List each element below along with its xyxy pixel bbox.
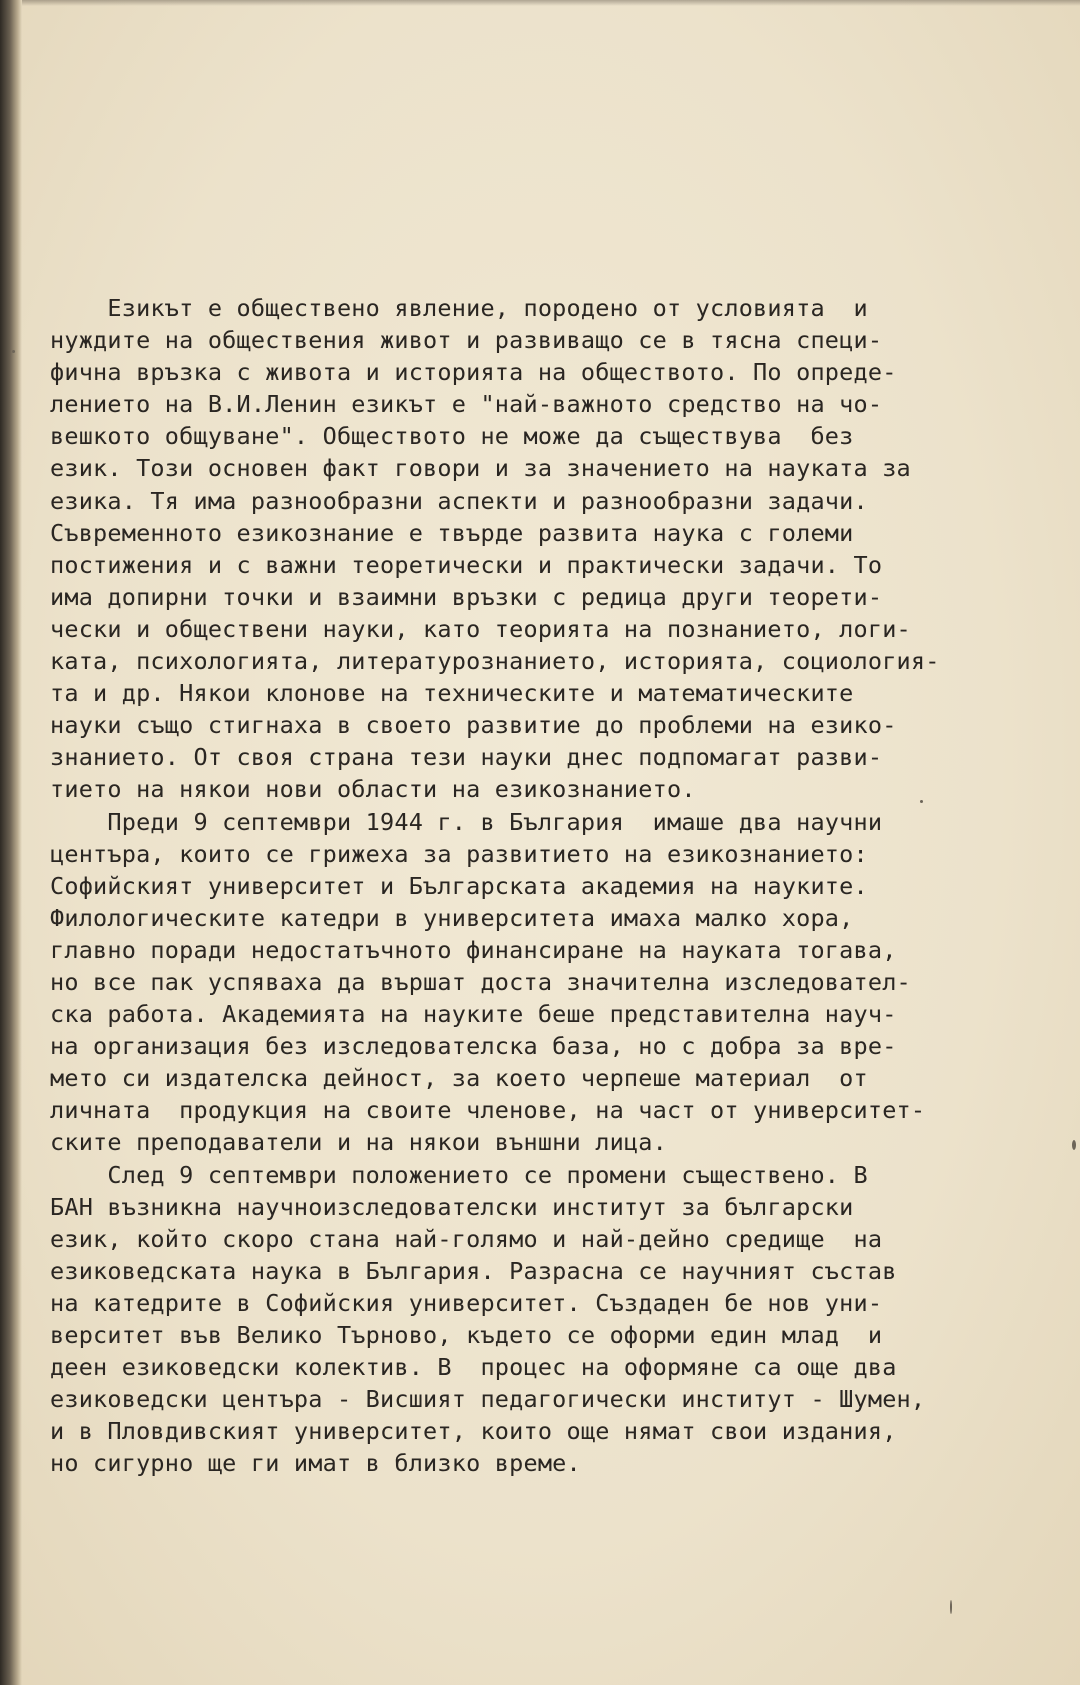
paper-speck: [950, 1600, 952, 1614]
text-line: на организация без изследователска база, но с добра за вре-: [50, 1032, 897, 1061]
paragraph-1: [50, 292, 970, 806]
text-line: Софийският университет и Българската академия на науките.: [50, 871, 868, 900]
text-line: Преди 9 септември 1944 г. в България имаше два научни: [50, 807, 883, 836]
text-line: личната продукция на своите членове, на част от университет-: [50, 1096, 926, 1125]
text-line: След 9 септември положението се промени съществено. В: [50, 1160, 868, 1189]
paragraph-3: [50, 1159, 970, 1480]
text-line: езиковедски центъра - Висшият педагогически институт - Шумен,: [50, 1385, 926, 1414]
text-line: верситет във Велико Търново, където се оформи един млад и: [50, 1321, 883, 1349]
text-line: Филологическите катедри в университета имаха малко хора,: [50, 903, 854, 932]
paper-speck: [12, 350, 15, 353]
text-line: има допирни точки и взаимни връзки с редица други теорети-: [50, 582, 883, 611]
text-line: но все пак успяваха да вършат доста значителна изследовател-: [50, 967, 911, 996]
text-line: ката, психологията, литературознанието, историята, социология-: [50, 647, 940, 676]
text-line: езика. Тя има разнообразни аспекти и разнообразни задачи.: [50, 486, 868, 515]
text-line: и в Пловдивският университет, които още нямат свои издания,: [50, 1417, 897, 1446]
text-line: главно поради недостатъчното финансиране на науката тогава,: [50, 935, 897, 964]
text-line: БАН възникна научноизследователски институт за български: [50, 1192, 854, 1221]
text-line: деен езиковедски колектив. В процес на оформяне са още два: [50, 1353, 897, 1382]
text-line: фична връзка с живота и историята на обществото. По опреде-: [50, 358, 897, 387]
book-binding-edge: [0, 0, 22, 1685]
paragraph-2: [50, 806, 970, 1159]
text-line: знанието. От своя страна тези науки днес подпомагат разви-: [50, 743, 883, 772]
text-line: Съвременното езикознание е твърде развита наука с големи: [50, 518, 854, 547]
text-line: мето си издателска дейност, за което черпеше материал от: [50, 1064, 868, 1093]
text-line: та и др. Някои клонове на техническите и математическите: [50, 679, 854, 708]
paper-speck: [1072, 1140, 1076, 1150]
text-line: тието на някои нови области на езикознанието.: [50, 775, 696, 804]
text-line: но сигурно ще ги имат в близко време.: [50, 1449, 581, 1478]
page-top-edge: [22, 0, 1080, 6]
text-line: на катедрите в Софийския университет. Създаден бе нов уни-: [50, 1288, 883, 1317]
text-line: нуждите на обществения живот и развиващо се в тясна специ-: [50, 326, 883, 355]
text-line: Езикът е обществено явление, породено от условията и: [50, 294, 868, 322]
text-line: език, който скоро стана най-голямо и най-дейно средище на: [50, 1224, 883, 1253]
text-line: ските преподаватели и на някои външни лица.: [50, 1128, 667, 1157]
text-line: чески и обществени науки, като теорията на познанието, логи-: [50, 614, 911, 643]
body-text: [50, 292, 970, 1479]
text-line: езиковедската наука в България. Разрасна се научният състав: [50, 1256, 897, 1285]
text-line: науки също стигнаха в своето развитие до проблеми на езико-: [50, 711, 897, 740]
text-line: вешкото общуване". Обществото не може да съществува без: [50, 422, 854, 451]
text-line: лението на В.И.Ленин езикът е "най-важното средство на чо-: [50, 390, 883, 419]
text-line: ска работа. Академията на науките беше представителна науч-: [50, 1000, 897, 1029]
text-line: език. Този основен факт говори и за значението на науката за: [50, 454, 911, 483]
text-line: центъра, които се грижеха за развитието на езикознанието:: [50, 839, 868, 868]
text-line: постижения и с важни теоретически и практически задачи. То: [50, 550, 883, 579]
paper-speck: [920, 800, 923, 803]
